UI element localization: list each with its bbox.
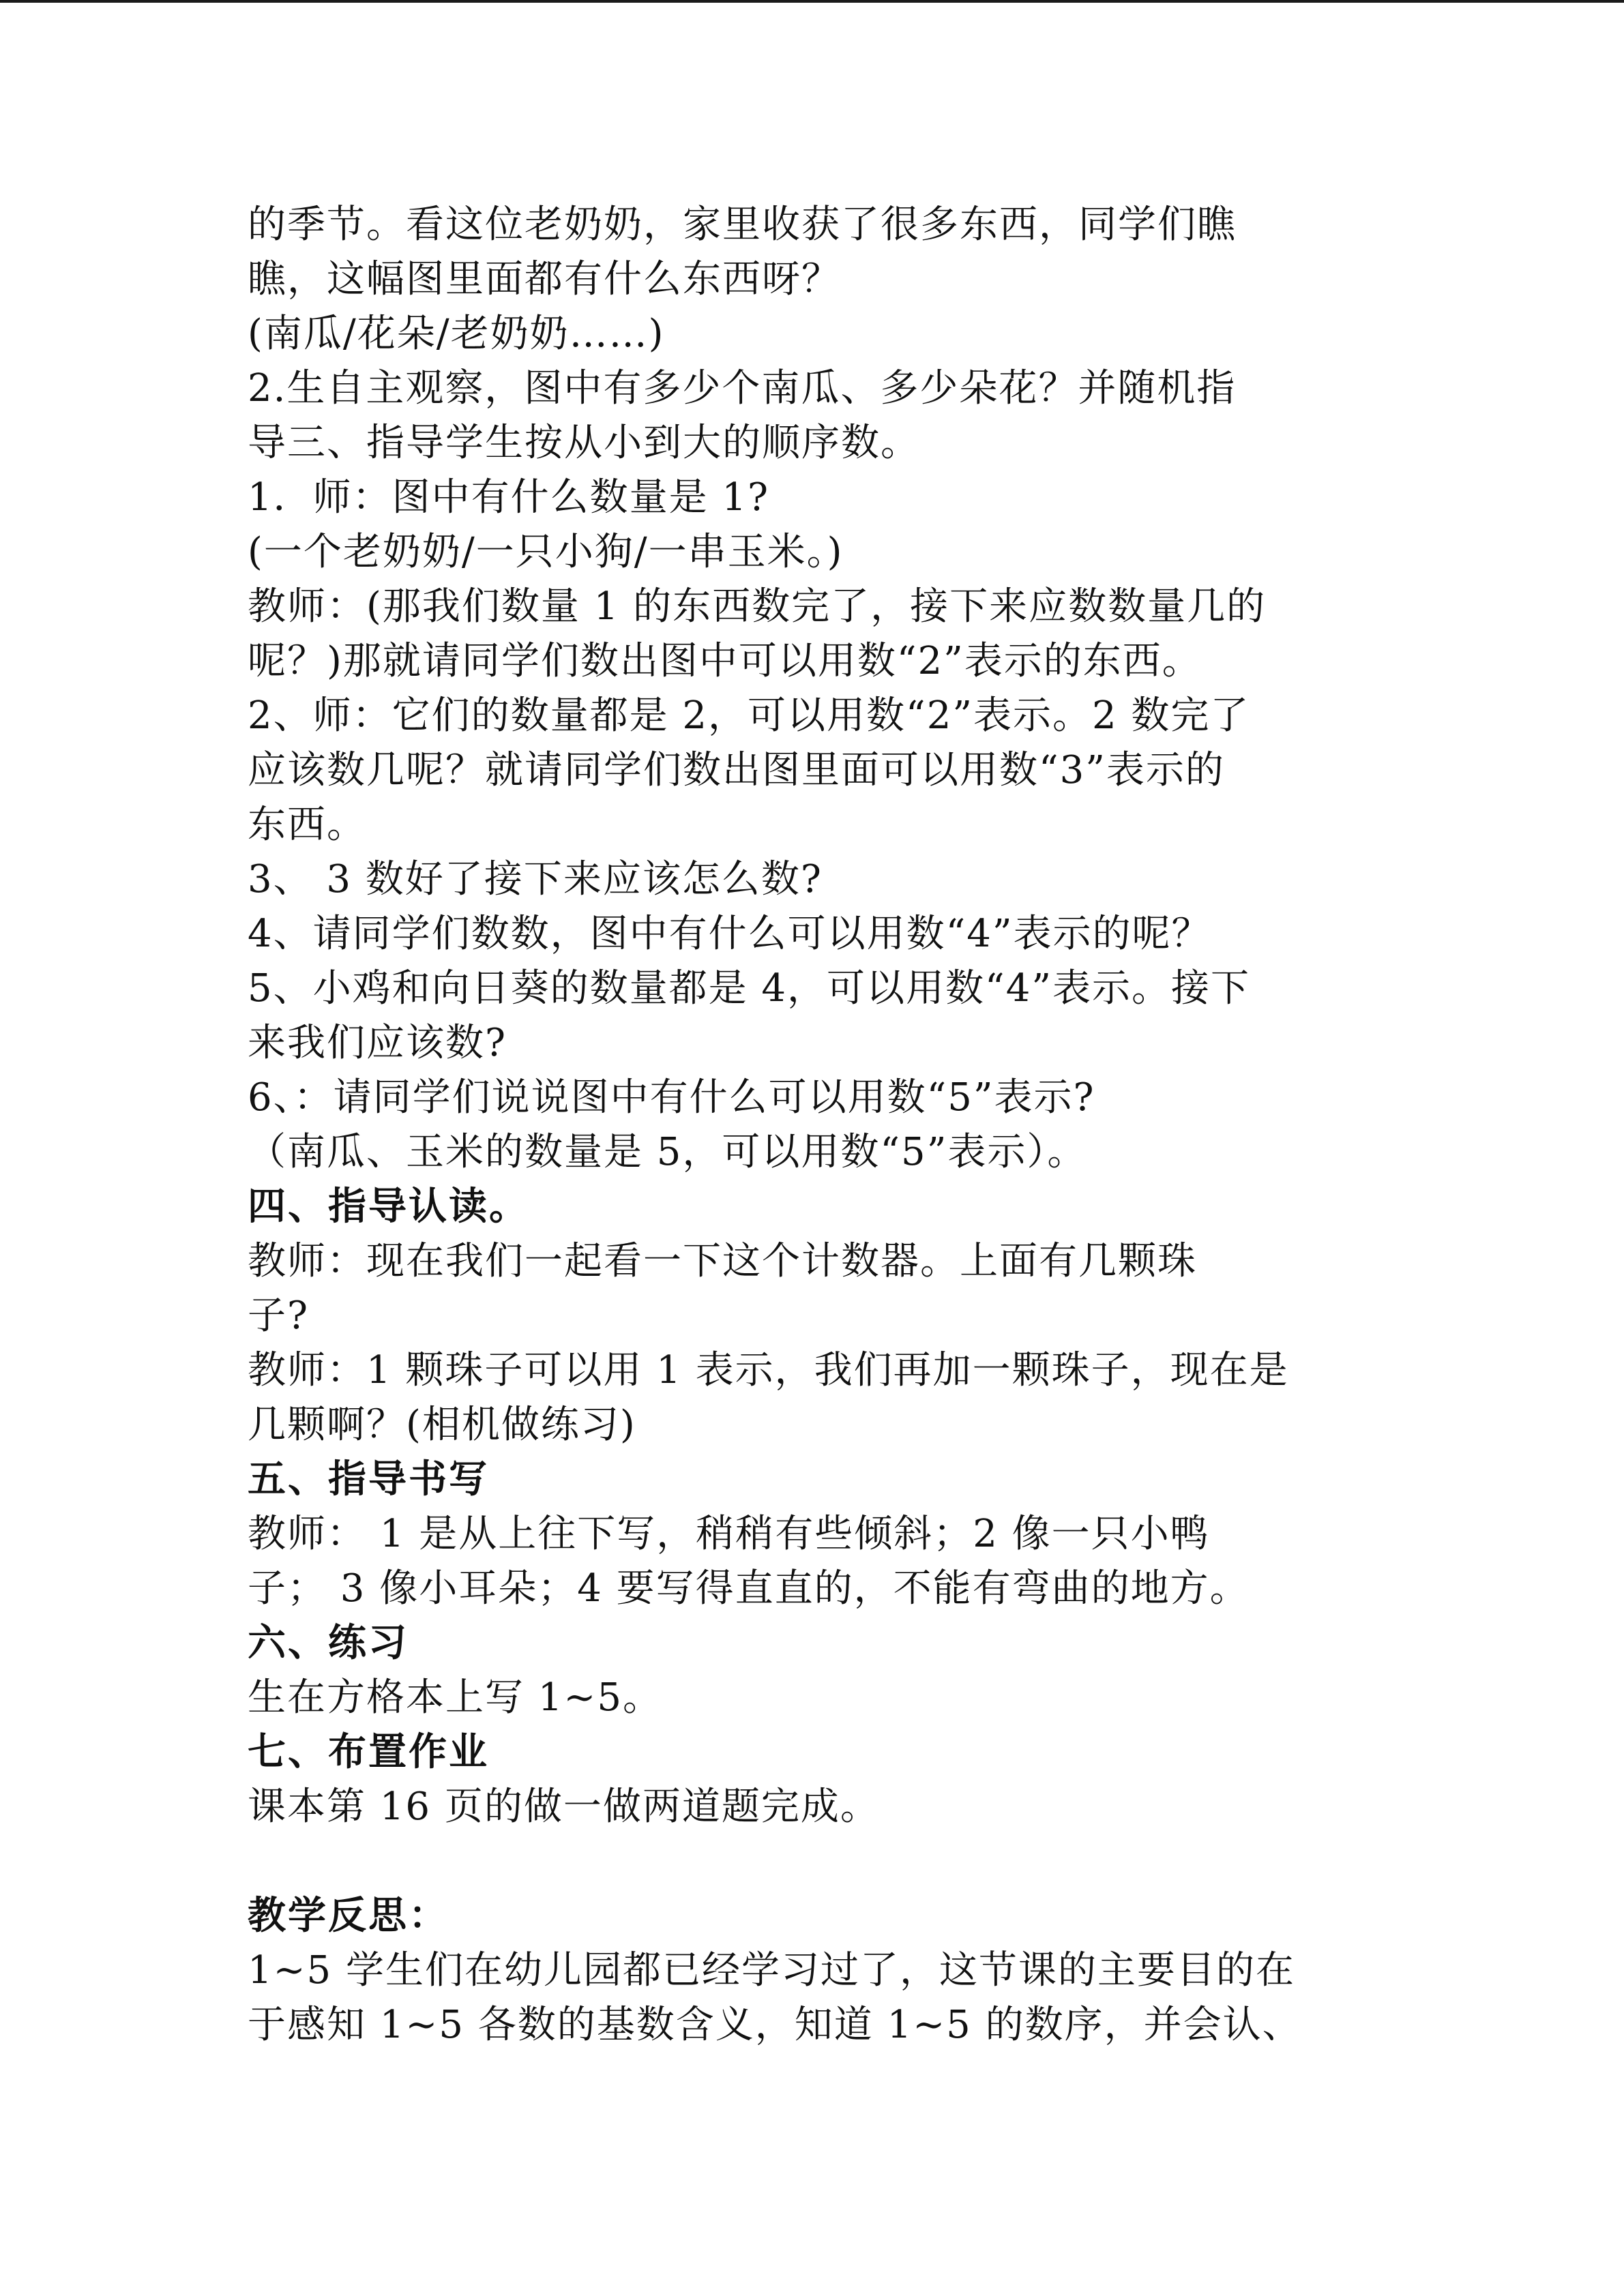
text-line: 教师：1 颗珠子可以用 1 表示，我们再加一颗珠子，现在是 <box>248 1348 1289 1392</box>
text-line: 来我们应该数? <box>248 1021 507 1065</box>
text-line: 的季节。看这位老奶奶，家里收获了很多东西，同学们瞧 <box>248 203 1237 247</box>
text-line: 1~5 学生们在幼儿园都已经学习过了，这节课的主要目的在 <box>248 1948 1295 1993</box>
paragraph-spacer <box>248 1834 1393 1889</box>
section-heading-practice: 六、练习 <box>248 1621 409 1665</box>
text-line: (南瓜/花朵/老奶奶……) <box>248 312 665 356</box>
text-line: 呢？)那就请同学们数出图中可以用数“2”表示的东西。 <box>248 639 1202 683</box>
text-line: 子? <box>248 1294 310 1338</box>
text-line: 6、：请同学们说说图中有什么可以用数“5”表示? <box>248 1075 1095 1120</box>
text-line: 导三、指导学生按从小到大的顺序数。 <box>248 421 920 465</box>
text-line: 2.生自主观察，图中有多少个南瓜、多少朵花？并随机指 <box>248 366 1237 411</box>
text-line: 几颗啊？(相机做练习) <box>248 1403 636 1447</box>
text-line: (一个老奶奶/一只小狗/一串玉米。) <box>248 530 844 574</box>
text-line: 应该数几呢？就请同学们数出图里面可以用数“3”表示的 <box>248 748 1225 792</box>
page-top-border <box>0 0 1624 3</box>
section-heading-homework: 七、布置作业 <box>248 1730 489 1774</box>
text-line: 教师：(那我们数量 1 的东西数完了，接下来应数数量几的 <box>248 584 1267 629</box>
section-heading-guided-writing: 五、指导书写 <box>248 1457 489 1502</box>
text-line: 5、小鸡和向日葵的数量都是 4，可以用数“4”表示。接下 <box>248 966 1250 1011</box>
text-line: 东西。 <box>248 803 366 847</box>
document-body <box>248 198 1393 2053</box>
text-line: 4、请同学们数数，图中有什么可以用数“4”表示的呢？ <box>248 912 1211 956</box>
text-line: （南瓜、玉米的数量是 5，可以用数“5”表示）。 <box>248 1130 1087 1174</box>
text-line: 2、师：它们的数量都是 2，可以用数“2”表示。2 数完了 <box>248 694 1250 738</box>
text-line: 于感知 1~5 各数的基数含义，知道 1~5 的数序，并会认、 <box>248 2003 1302 2047</box>
text-line: 瞧，这幅图里面都有什么东西呀？ <box>248 257 841 301</box>
text-line: 课本第 16 页的做一做两道题完成。 <box>248 1785 880 1829</box>
section-heading-reflection: 教学反思： <box>248 1894 449 1938</box>
text-line: 3、 3 数好了接下来应该怎么数? <box>248 857 823 901</box>
text-line: 教师： 1 是从上往下写，稍稍有些倾斜；2 像一只小鸭 <box>248 1512 1210 1556</box>
text-line: 1．师：图中有什么数量是 1? <box>248 475 770 520</box>
text-line: 子； 3 像小耳朵；4 要写得直直的，不能有弯曲的地方。 <box>248 1566 1250 1611</box>
section-heading-guided-reading: 四、指导认读。 <box>248 1184 529 1229</box>
text-line: 生在方格本上写 1~5。 <box>248 1675 662 1720</box>
text-line: 教师：现在我们一起看一下这个计数器。上面有几颗珠 <box>248 1239 1197 1283</box>
